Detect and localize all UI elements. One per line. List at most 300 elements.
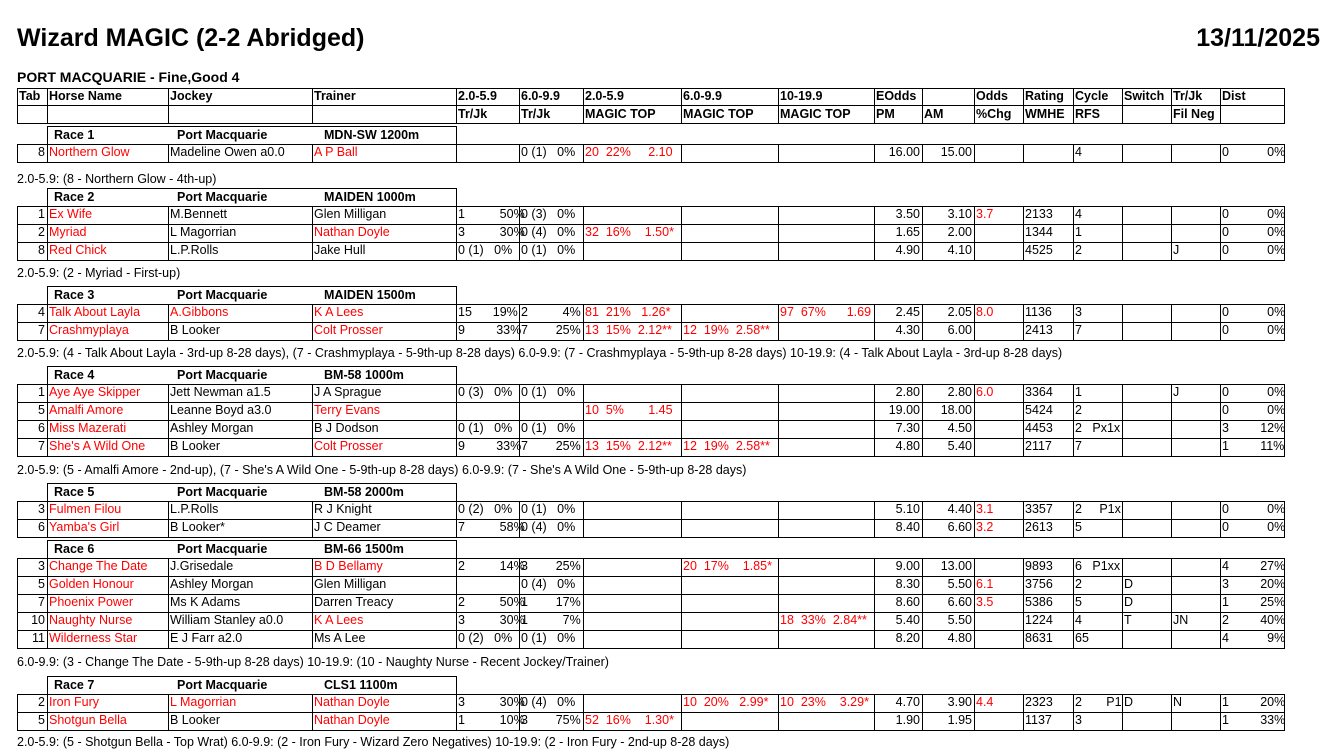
grid-line xyxy=(1122,144,1123,163)
race-header-venue: Port Macquarie xyxy=(177,368,268,382)
grid-line xyxy=(778,712,779,731)
table-cell: 0 (4) 0% xyxy=(521,577,576,591)
grid-line xyxy=(1171,322,1172,341)
grid-line xyxy=(583,694,584,713)
report-date: 13/11/2025 xyxy=(1196,24,1320,52)
table-cell: 0 (1) 0% xyxy=(521,145,576,159)
grid-line xyxy=(47,540,457,541)
grid-line xyxy=(1122,304,1123,323)
column-header: EOdds xyxy=(876,89,917,103)
table-cell: 2117 xyxy=(1025,439,1052,453)
table-cell: 5424 xyxy=(1025,403,1053,417)
table-cell: 4 9% xyxy=(1222,631,1286,645)
race-header-venue: Port Macquarie xyxy=(177,678,268,692)
grid-line xyxy=(974,558,975,577)
grid-line xyxy=(47,126,457,127)
grid-line xyxy=(681,594,682,613)
table-cell: 1.90 xyxy=(895,713,920,727)
table-cell: B Looker* xyxy=(170,520,225,534)
grid-line xyxy=(681,420,682,439)
table-cell: 4.50 xyxy=(947,421,972,435)
table-cell: 7 xyxy=(38,323,45,337)
race-header-race: Race 4 xyxy=(54,368,95,382)
table-cell: B Looker xyxy=(170,713,221,727)
grid-line xyxy=(778,630,779,649)
race-header-cls: MAIDEN 1000m xyxy=(324,190,416,204)
race-header-cls: BM-58 1000m xyxy=(324,368,404,382)
table-cell: 0 (4) 0% xyxy=(521,695,576,709)
grid-line xyxy=(47,366,457,367)
table-cell: 3364 xyxy=(1025,385,1053,399)
table-cell: 52 16% 1.30* xyxy=(585,713,674,727)
table-cell: 8.30 xyxy=(895,577,920,591)
grid-line xyxy=(17,730,1285,731)
grid-line xyxy=(778,224,779,243)
table-cell: 4.10 xyxy=(947,243,972,257)
table-cell: 1 7% xyxy=(521,613,581,627)
table-cell: 1 50% xyxy=(458,207,525,221)
table-cell: 3.90 xyxy=(947,695,972,709)
table-cell: 2 P1x xyxy=(1075,502,1121,516)
table-cell: 2323 xyxy=(1025,695,1053,709)
grid-line xyxy=(778,420,779,439)
table-cell: 4.4 xyxy=(976,695,994,709)
table-cell: 13 15% 2.12** xyxy=(585,439,672,453)
table-cell: 7 xyxy=(1075,323,1082,337)
grid-line xyxy=(1122,712,1123,731)
table-cell: 2413 xyxy=(1025,323,1053,337)
grid-line xyxy=(778,576,779,595)
grid-line xyxy=(1171,420,1172,439)
column-subheader: Fil Neg xyxy=(1173,107,1215,121)
table-cell: 4 xyxy=(1075,207,1082,221)
table-cell: 3 xyxy=(38,502,45,516)
grid-line xyxy=(17,537,1285,538)
horse-name: Naughty Nurse xyxy=(49,613,133,627)
table-cell: 6.60 xyxy=(947,520,972,534)
table-cell: Colt Prosser xyxy=(314,323,383,337)
grid-line xyxy=(681,612,682,631)
table-cell: 2 Px1x xyxy=(1075,421,1121,435)
table-cell: William Stanley a0.0 xyxy=(170,613,284,627)
table-cell: 6 xyxy=(38,520,45,534)
race-header-race: Race 7 xyxy=(54,678,95,692)
table-cell: D xyxy=(1124,695,1134,709)
table-cell: 1 10% xyxy=(458,713,525,727)
table-cell: 1 11% xyxy=(1222,439,1285,453)
table-cell: T xyxy=(1124,613,1132,627)
grid-line xyxy=(1122,630,1123,649)
grid-line xyxy=(17,456,1285,457)
table-cell: 4.70 xyxy=(895,695,920,709)
table-cell: 1.65 xyxy=(895,225,920,239)
grid-line xyxy=(1122,420,1123,439)
race-header-race: Race 3 xyxy=(54,288,95,302)
table-cell: 1224 xyxy=(1025,613,1053,627)
table-cell: 4 xyxy=(1075,145,1082,159)
table-cell: A P Ball xyxy=(314,145,358,159)
grid-line xyxy=(47,286,457,287)
table-cell: 3.50 xyxy=(895,207,920,221)
table-cell: 7 25% xyxy=(521,323,581,337)
table-cell: 2 xyxy=(38,225,45,239)
grid-line xyxy=(583,576,584,595)
table-cell: 3 12% xyxy=(1222,421,1286,435)
table-cell: 10 23% 3.29* xyxy=(780,695,869,709)
table-cell: 4.40 xyxy=(947,502,972,516)
table-cell: Ms K Adams xyxy=(170,595,241,609)
table-cell: 2 xyxy=(38,695,45,709)
table-cell: 7 xyxy=(38,439,45,453)
table-cell: JN xyxy=(1173,613,1189,627)
table-cell: 3 30% xyxy=(458,695,525,709)
table-cell: 3.10 xyxy=(947,207,972,221)
table-cell: 8 xyxy=(38,243,45,257)
grid-line xyxy=(681,224,682,243)
table-cell: 1 xyxy=(1075,385,1082,399)
table-cell: 20 22% 2.10 xyxy=(585,145,673,159)
table-cell: 5386 xyxy=(1025,595,1053,609)
grid-line xyxy=(1171,438,1172,457)
table-cell: Nathan Doyle xyxy=(314,713,390,727)
horse-name: Phoenix Power xyxy=(49,595,134,609)
column-subheader: %Chg xyxy=(976,107,1012,121)
table-cell: L Magorrian xyxy=(170,695,237,709)
table-cell: 0 0% xyxy=(1222,243,1286,257)
table-cell: 6 xyxy=(38,421,45,435)
table-cell: 3 xyxy=(1075,305,1082,319)
column-header: Rating xyxy=(1025,89,1064,103)
table-cell: 2 50% xyxy=(458,595,525,609)
grid-line xyxy=(778,322,779,341)
horse-name: Yamba's Girl xyxy=(49,520,120,534)
table-cell: Jake Hull xyxy=(314,243,366,257)
table-cell: 2 14% xyxy=(458,559,525,573)
grid-line xyxy=(583,612,584,631)
grid-line xyxy=(17,260,1285,261)
table-cell: Madeline Owen a0.0 xyxy=(170,145,285,159)
table-cell: 0 0% xyxy=(1222,385,1286,399)
grid-line xyxy=(974,612,975,631)
table-cell: 5 xyxy=(38,713,45,727)
grid-line xyxy=(1171,594,1172,613)
table-cell: 0 (3) 0% xyxy=(458,385,513,399)
table-cell: 6 P1xx xyxy=(1075,559,1121,573)
table-cell: 0 (1) 0% xyxy=(521,502,576,516)
table-cell: 13 15% 2.12** xyxy=(585,323,672,337)
table-cell: 5 xyxy=(1075,595,1082,609)
table-cell: 0 (1) 0% xyxy=(521,243,576,257)
grid-line xyxy=(1122,558,1123,577)
table-cell: Colt Prosser xyxy=(314,439,383,453)
table-cell: 12 19% 2.58** xyxy=(683,439,770,453)
table-cell: 2613 xyxy=(1025,520,1053,534)
grid-line xyxy=(778,438,779,457)
table-cell: 9 33% xyxy=(458,323,522,337)
grid-line xyxy=(778,206,779,225)
column-header: Horse Name xyxy=(49,89,122,103)
table-cell: B D Bellamy xyxy=(314,559,383,573)
table-cell: J C Deamer xyxy=(314,520,381,534)
grid-line xyxy=(681,630,682,649)
horse-name: Fulmen Filou xyxy=(49,502,122,516)
table-cell: 4453 xyxy=(1025,421,1053,435)
table-cell: 11 xyxy=(32,631,45,645)
grid-line xyxy=(583,242,584,261)
table-cell: 97 67% 1.69 xyxy=(780,305,872,319)
grid-line xyxy=(47,540,48,559)
table-cell: B Looker xyxy=(170,323,221,337)
table-cell: 5.40 xyxy=(947,439,972,453)
table-cell: 0 (3) 0% xyxy=(521,207,576,221)
table-cell: D xyxy=(1124,595,1134,609)
table-cell: 0 (1) 0% xyxy=(521,421,576,435)
table-cell: 2 xyxy=(1075,577,1082,591)
table-cell: 15.00 xyxy=(940,145,972,159)
grid-line xyxy=(47,483,457,484)
grid-line xyxy=(974,144,975,163)
grid-line xyxy=(974,224,975,243)
table-cell: 0 (1) 0% xyxy=(521,631,576,645)
race-header-cls: CLS1 1100m xyxy=(324,678,398,692)
table-cell: 0 0% xyxy=(1222,225,1286,239)
table-cell: 2.80 xyxy=(947,385,972,399)
column-header: Switch xyxy=(1124,89,1165,103)
table-cell: 0 0% xyxy=(1222,502,1286,516)
horse-name: Change The Date xyxy=(49,559,148,573)
column-subheader: MAGIC TOP xyxy=(683,107,754,121)
grid-line xyxy=(1171,206,1172,225)
table-cell: 9893 xyxy=(1025,559,1053,573)
table-cell: 0 (1) 0% xyxy=(521,385,576,399)
table-cell: 4.90 xyxy=(895,243,920,257)
table-cell: 4.30 xyxy=(895,323,920,337)
column-subheader: WMHE xyxy=(1025,107,1065,121)
table-cell: 6.1 xyxy=(976,577,994,591)
table-cell: J xyxy=(1173,385,1180,399)
grid-line xyxy=(17,648,1285,649)
table-cell: 3 30% xyxy=(458,225,525,239)
table-cell: 6.00 xyxy=(947,323,972,337)
table-cell: 12 19% 2.58** xyxy=(683,323,770,337)
table-cell: Glen Milligan xyxy=(314,207,387,221)
grid-line xyxy=(1122,438,1123,457)
table-cell: 3 xyxy=(1075,713,1082,727)
table-cell: 7 58% xyxy=(458,520,525,534)
table-cell: 8631 xyxy=(1025,631,1053,645)
table-cell: 3.7 xyxy=(976,207,994,221)
race-header-venue: Port Macquarie xyxy=(177,190,268,204)
table-cell: 9.00 xyxy=(895,559,920,573)
table-cell: 8.20 xyxy=(895,631,920,645)
grid-line xyxy=(583,206,584,225)
grid-line xyxy=(456,676,457,695)
horse-name: Talk About Layla xyxy=(49,305,141,319)
horse-name: Northern Glow xyxy=(49,145,130,159)
table-cell: 3 75% xyxy=(521,713,581,727)
table-cell: 4 xyxy=(1075,613,1082,627)
table-cell: 1.95 xyxy=(947,713,972,727)
grid-line xyxy=(1171,519,1172,538)
grid-line xyxy=(1122,402,1123,421)
grid-line xyxy=(1284,88,1285,124)
grid-line xyxy=(456,366,457,385)
race-header-venue: Port Macquarie xyxy=(177,288,268,302)
grid-line xyxy=(778,501,779,520)
grid-line xyxy=(583,501,584,520)
grid-line xyxy=(519,402,520,421)
grid-line xyxy=(456,483,457,502)
column-header: Trainer xyxy=(314,89,356,103)
column-header: Tr/Jk xyxy=(1173,89,1203,103)
table-cell: Ashley Morgan xyxy=(170,421,254,435)
horse-name: Amalfi Amore xyxy=(49,403,124,417)
grid-line xyxy=(456,576,457,595)
column-subheader: PM xyxy=(876,107,895,121)
table-cell: 5.50 xyxy=(947,613,972,627)
table-cell: 2.05 xyxy=(947,305,972,319)
grid-line xyxy=(1171,144,1172,163)
table-cell: 5 xyxy=(1075,520,1082,534)
table-cell: Nathan Doyle xyxy=(314,695,390,709)
grid-line xyxy=(681,576,682,595)
table-cell: 8.40 xyxy=(895,520,920,534)
column-header: 10-19.9 xyxy=(780,89,823,103)
table-cell: 4 xyxy=(38,305,45,319)
table-cell: 9 33% xyxy=(458,439,522,453)
grid-line xyxy=(778,242,779,261)
table-cell: 16.00 xyxy=(888,145,920,159)
table-cell: Jett Newman a1.5 xyxy=(170,385,271,399)
table-cell: A.Gibbons xyxy=(170,305,229,319)
table-cell: 2 xyxy=(1075,403,1082,417)
table-cell: 8.60 xyxy=(895,595,920,609)
grid-line xyxy=(17,162,1285,163)
table-cell: 18.00 xyxy=(940,403,972,417)
race-note: 6.0-9.9: (3 - Change The Date - 5-9th-up 8-28 days) 10-19.9: (10 - Naughty Nurse - Recent Jockey/Trainer) xyxy=(17,655,609,669)
table-cell: 7.30 xyxy=(895,421,920,435)
table-cell: 2 xyxy=(1075,243,1082,257)
horse-name: Golden Honour xyxy=(49,577,134,591)
table-cell: 20 17% 1.85* xyxy=(683,559,772,573)
grid-line xyxy=(974,712,975,731)
race-header-venue: Port Macquarie xyxy=(177,542,268,556)
table-cell: 0 (1) 0% xyxy=(458,421,513,435)
grid-line xyxy=(583,384,584,403)
horse-name: Red Chick xyxy=(49,243,107,257)
grid-line xyxy=(681,384,682,403)
grid-line xyxy=(47,366,48,385)
table-cell: 0 0% xyxy=(1222,323,1286,337)
column-header: 6.0-9.9 xyxy=(683,89,722,103)
race-header-race: Race 1 xyxy=(54,128,95,142)
grid-line xyxy=(681,519,682,538)
table-cell: 3 xyxy=(38,559,45,573)
grid-line xyxy=(681,712,682,731)
grid-line xyxy=(1171,224,1172,243)
table-cell: 0 0% xyxy=(1222,145,1286,159)
column-subheader: RFS xyxy=(1075,107,1100,121)
table-cell: J.Grisedale xyxy=(170,559,234,573)
table-cell: N xyxy=(1173,695,1183,709)
table-cell: 81 21% 1.26* xyxy=(585,305,671,319)
horse-name: Iron Fury xyxy=(49,695,100,709)
race-header-cls: BM-58 2000m xyxy=(324,485,404,499)
grid-line xyxy=(1122,501,1123,520)
table-cell: 0 (1) 0% xyxy=(458,243,513,257)
column-subheader: Tr/Jk xyxy=(458,107,488,121)
table-cell: 4 27% xyxy=(1222,559,1286,573)
horse-name: Shotgun Bella xyxy=(49,713,127,727)
table-cell: E J Farr a2.0 xyxy=(170,631,243,645)
table-cell: 0 (2) 0% xyxy=(458,631,513,645)
table-cell: 1 xyxy=(38,207,45,221)
table-cell: Terry Evans xyxy=(314,403,380,417)
table-cell: R J Knight xyxy=(314,502,372,516)
table-cell: 0 0% xyxy=(1222,305,1286,319)
grid-line xyxy=(583,630,584,649)
grid-line xyxy=(456,144,457,163)
column-header: 6.0-9.9 xyxy=(521,89,560,103)
table-cell: 2.80 xyxy=(895,385,920,399)
column-header: 2.0-5.9 xyxy=(458,89,497,103)
column-header: Odds xyxy=(976,89,1008,103)
table-cell: L.P.Rolls xyxy=(170,243,219,257)
table-cell: Nathan Doyle xyxy=(314,225,390,239)
table-cell: 3.2 xyxy=(976,520,994,534)
table-cell: 2 40% xyxy=(1222,613,1286,627)
column-header: 2.0-5.9 xyxy=(585,89,624,103)
table-cell: 1 33% xyxy=(1222,713,1286,727)
grid-line xyxy=(778,558,779,577)
grid-line xyxy=(456,188,457,207)
column-subheader: AM xyxy=(924,107,944,121)
table-cell: 1 25% xyxy=(1222,595,1286,609)
table-cell: D xyxy=(1124,577,1134,591)
table-cell: 1 xyxy=(38,385,45,399)
grid-line xyxy=(47,676,48,695)
grid-line xyxy=(1023,144,1024,163)
grid-line xyxy=(1171,712,1172,731)
table-cell: 10 20% 2.99* xyxy=(683,695,769,709)
table-cell: 5 xyxy=(38,577,45,591)
grid-line xyxy=(1171,558,1172,577)
table-cell: 1 xyxy=(1075,225,1082,239)
grid-line xyxy=(681,501,682,520)
grid-line xyxy=(1171,304,1172,323)
grid-line xyxy=(681,242,682,261)
table-cell: 8 xyxy=(38,145,45,159)
table-cell: K A Lees xyxy=(314,613,364,627)
grid-line xyxy=(778,402,779,421)
grid-line xyxy=(681,144,682,163)
table-cell: 18 33% 2.84** xyxy=(780,613,867,627)
table-cell: Ms A Lee xyxy=(314,631,366,645)
table-cell: 15 19% xyxy=(458,305,518,319)
grid-line xyxy=(974,438,975,457)
horse-name: Miss Mazerati xyxy=(49,421,127,435)
table-cell: 1344 xyxy=(1025,225,1053,239)
table-cell: 6.0 xyxy=(976,385,994,399)
table-cell: 10 5% 1.45 xyxy=(585,403,673,417)
table-cell: Leanne Boyd a3.0 xyxy=(170,403,272,417)
table-cell: 2133 xyxy=(1025,207,1053,221)
grid-line xyxy=(1122,519,1123,538)
race-note: 2.0-5.9: (5 - Amalfi Amore - 2nd-up), (7 - She's A Wild One - 5-9th-up 8-28 days) 6.0-9.9: (7 - She's A Wild One - 5-9th-up 8-28 days) xyxy=(17,463,747,477)
table-cell: L.P.Rolls xyxy=(170,502,219,516)
race-header-venue: Port Macquarie xyxy=(177,128,268,142)
grid-line xyxy=(681,402,682,421)
